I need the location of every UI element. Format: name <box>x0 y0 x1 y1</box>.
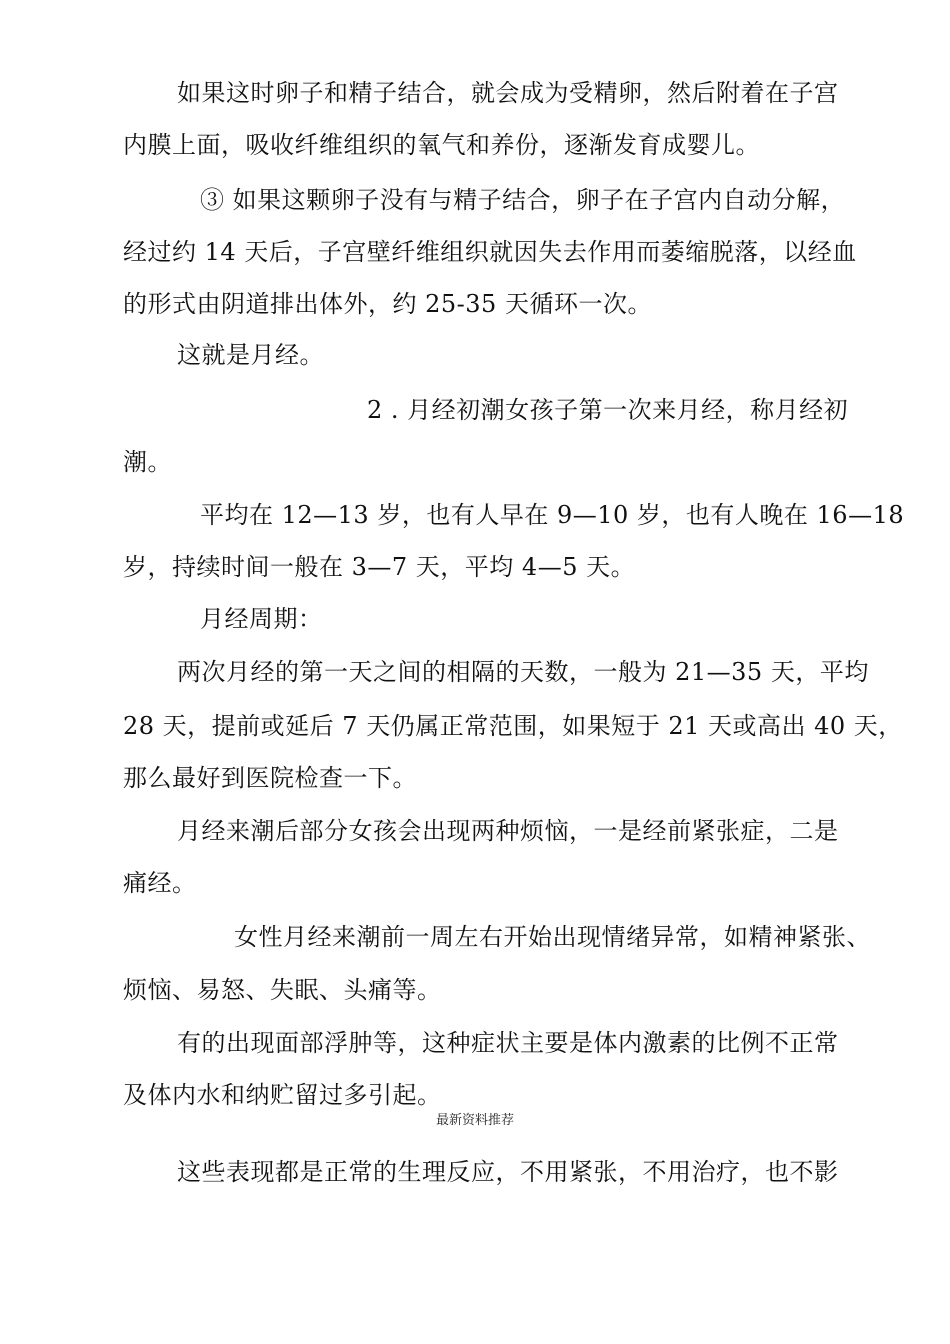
text-line: 的形式由阴道排出体外，约 25-35 天循环一次。 <box>123 290 652 318</box>
text-line: 这就是月经。 <box>177 341 324 369</box>
text-line: 岁，持续时间一般在 3—7 天，平均 4—5 天。 <box>123 553 636 581</box>
text-line: 烦恼、易怒、失眠、头痛等。 <box>123 976 442 1004</box>
text-line: 月经周期： <box>200 605 323 633</box>
text-line: 女性月经来潮前一周左右开始出现情绪异常，如精神紧张、 <box>234 923 871 951</box>
text-line: 平均在 12—13 岁，也有人早在 9—10 岁，也有人晚在 16—18 <box>200 501 905 529</box>
text-line: 两次月经的第一天之间的相隔的天数，一般为 21—35 天，平均 <box>177 658 869 686</box>
text-line: 那么最好到医院检查一下。 <box>123 764 417 792</box>
text-line: 有的出现面部浮肿等，这种症状主要是体内激素的比例不正常 <box>177 1029 839 1057</box>
text-line: 痛经。 <box>123 869 197 897</box>
text-line: 2 . 月经初潮女孩子第一次来月经，称月经初 <box>367 396 849 424</box>
text-line: 如果这时卵子和精子结合，就会成为受精卵，然后附着在子宫 <box>177 79 839 107</box>
text-line: 月经来潮后部分女孩会出现两种烦恼，一是经前紧张症，二是 <box>177 817 839 845</box>
text-line: 及体内水和纳贮留过多引起。 <box>123 1081 442 1109</box>
text-line: 潮。 <box>123 448 172 476</box>
text-line: 内膜上面，吸收纤维组织的氧气和养份，逐渐发育成婴儿。 <box>123 131 760 159</box>
page-footer: 最新资料推荐 <box>435 1113 514 1128</box>
text-line: ③ 如果这颗卵子没有与精子结合，卵子在子宫内自动分解， <box>200 186 846 214</box>
text-line: 这些表现都是正常的生理反应，不用紧张，不用治疗，也不影 <box>177 1158 839 1186</box>
text-line: 经过约 14 天后，子宫壁纤维组织就因失去作用而萎缩脱落，以经血 <box>123 238 857 266</box>
text-line: 28 天，提前或延后 7 天仍属正常范围，如果短于 21 天或高出 40 天， <box>123 712 903 740</box>
